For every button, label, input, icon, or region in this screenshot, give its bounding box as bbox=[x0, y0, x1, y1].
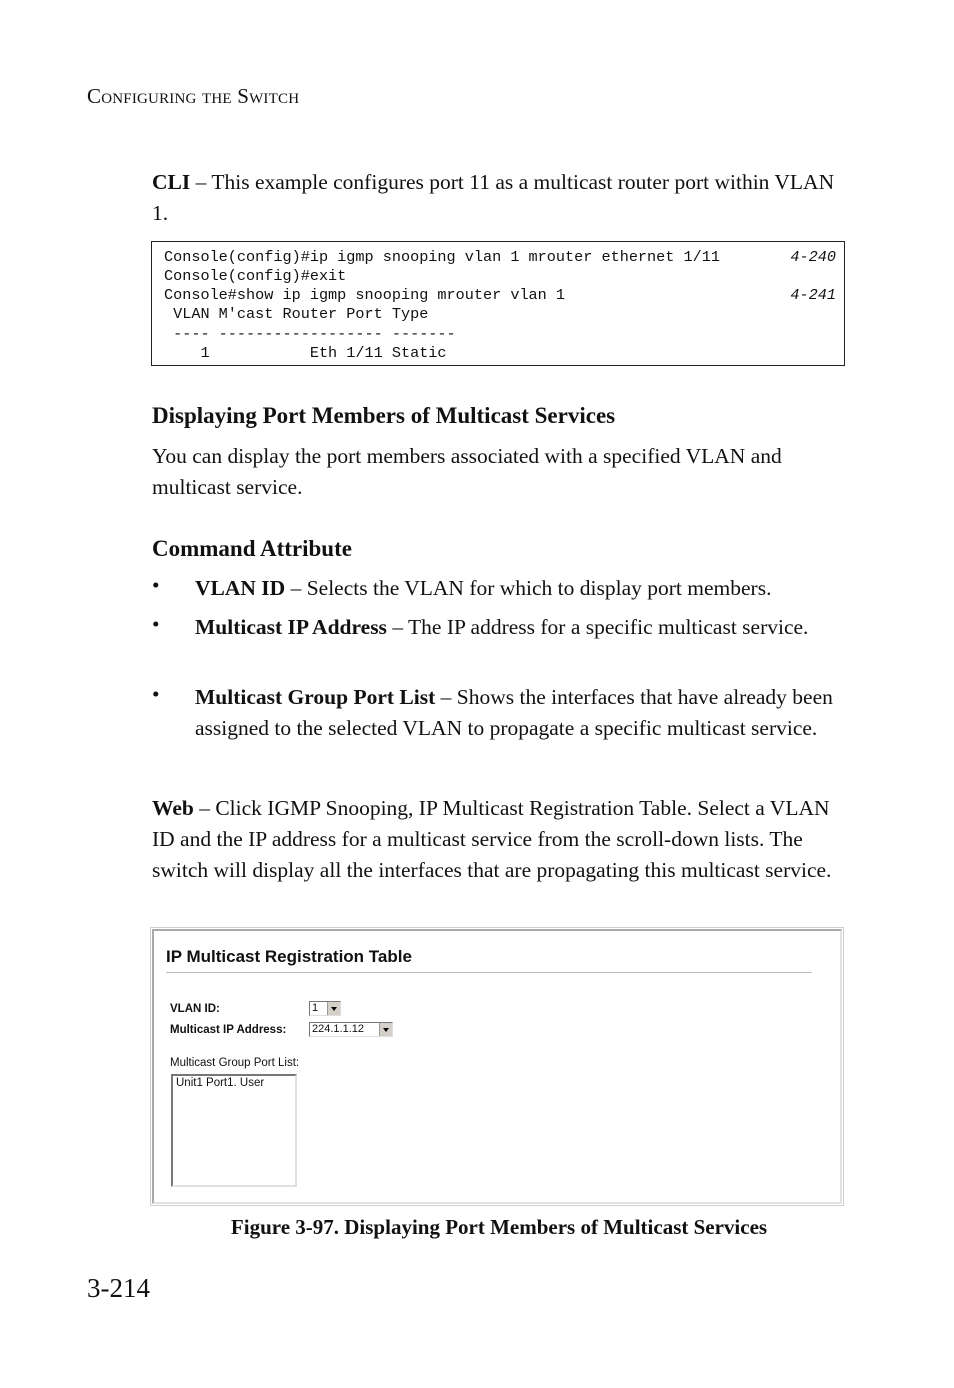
attributes-heading: Command Attribute bbox=[152, 536, 352, 561]
code-line-1: Console(config)#ip igmp snooping vlan 1 mrouter ethernet 1/11 bbox=[164, 248, 720, 266]
attribute-term: Multicast IP Address bbox=[195, 615, 387, 639]
vlan-id-select[interactable] bbox=[309, 1001, 341, 1016]
cli-label: CLI bbox=[152, 170, 191, 194]
code-line-2: Console(config)#exit bbox=[164, 267, 347, 285]
chevron-down-icon[interactable] bbox=[327, 1002, 340, 1015]
chevron-down-icon[interactable] bbox=[379, 1023, 392, 1036]
code-line-6: 1 Eth 1/11 Static bbox=[164, 344, 447, 362]
figure-caption: Figure 3-97. Displaying Port Members of Multicast Services bbox=[230, 1215, 768, 1239]
attribute-desc: – Shows the interfaces that have already been assigned to the selected VLAN to propagate a specific multicast service. bbox=[195, 685, 833, 740]
cli-code-block bbox=[151, 241, 845, 366]
panel-title: IP Multicast Registration Table bbox=[166, 947, 412, 966]
multicast-ip-value: 224.1.1.12 bbox=[312, 1023, 364, 1035]
section-heading: Displaying Port Members of Multicast Services bbox=[152, 403, 616, 428]
code-line-3: Console#show ip igmp snooping mrouter vlan 1 bbox=[164, 286, 566, 304]
code-ref-1: 4-240 bbox=[790, 248, 836, 266]
web-text: – Click IGMP Snooping, IP Multicast Registration Table. Select a VLAN ID and the IP address for a multicast service from the scroll-down lists. The switch will display all the interfaces that are propagating this multicast service. bbox=[152, 796, 832, 882]
web-label: Web bbox=[152, 796, 194, 820]
list-item[interactable]: Unit1 Port1. User bbox=[176, 1077, 265, 1089]
vlan-id-label: VLAN ID: bbox=[170, 1003, 220, 1015]
section-intro: You can display the port members associated with a specified VLAN and multicast service. bbox=[152, 444, 782, 499]
attribute-term: VLAN ID bbox=[195, 576, 286, 600]
page-number: 3-214 bbox=[87, 1273, 150, 1303]
port-list-box[interactable] bbox=[171, 1074, 297, 1187]
attribute-desc: – Selects the VLAN for which to display port members. bbox=[285, 576, 772, 600]
attribute-multicast-ip bbox=[195, 612, 845, 643]
bullet-glyph: • bbox=[152, 612, 160, 636]
cli-paragraph bbox=[152, 167, 852, 229]
multicast-ip-select[interactable] bbox=[309, 1022, 393, 1037]
attribute-vlan-id bbox=[195, 573, 845, 604]
bullet-glyph: • bbox=[152, 573, 160, 597]
attribute-port-list bbox=[195, 682, 845, 744]
bullet-glyph: • bbox=[152, 682, 160, 706]
panel-title-divider bbox=[166, 972, 812, 973]
port-list-label: Multicast Group Port List: bbox=[170, 1057, 300, 1069]
attribute-desc: – The IP address for a specific multicast service. bbox=[386, 615, 809, 639]
multicast-ip-label: Multicast IP Address: bbox=[170, 1024, 287, 1036]
code-ref-3: 4-241 bbox=[790, 286, 836, 304]
code-line-4: VLAN M'cast Router Port Type bbox=[164, 305, 429, 323]
vlan-id-value: 1 bbox=[312, 1002, 319, 1014]
ip-multicast-registration-panel bbox=[152, 929, 842, 1204]
web-paragraph bbox=[152, 793, 852, 886]
attribute-term: Multicast Group Port List bbox=[195, 685, 436, 709]
cli-text: – This example configures port 11 as a multicast router port within VLAN 1. bbox=[152, 170, 835, 225]
code-line-5: ---- ------------------ ------- bbox=[164, 325, 456, 343]
running-header: Configuring the Switch bbox=[87, 84, 300, 108]
